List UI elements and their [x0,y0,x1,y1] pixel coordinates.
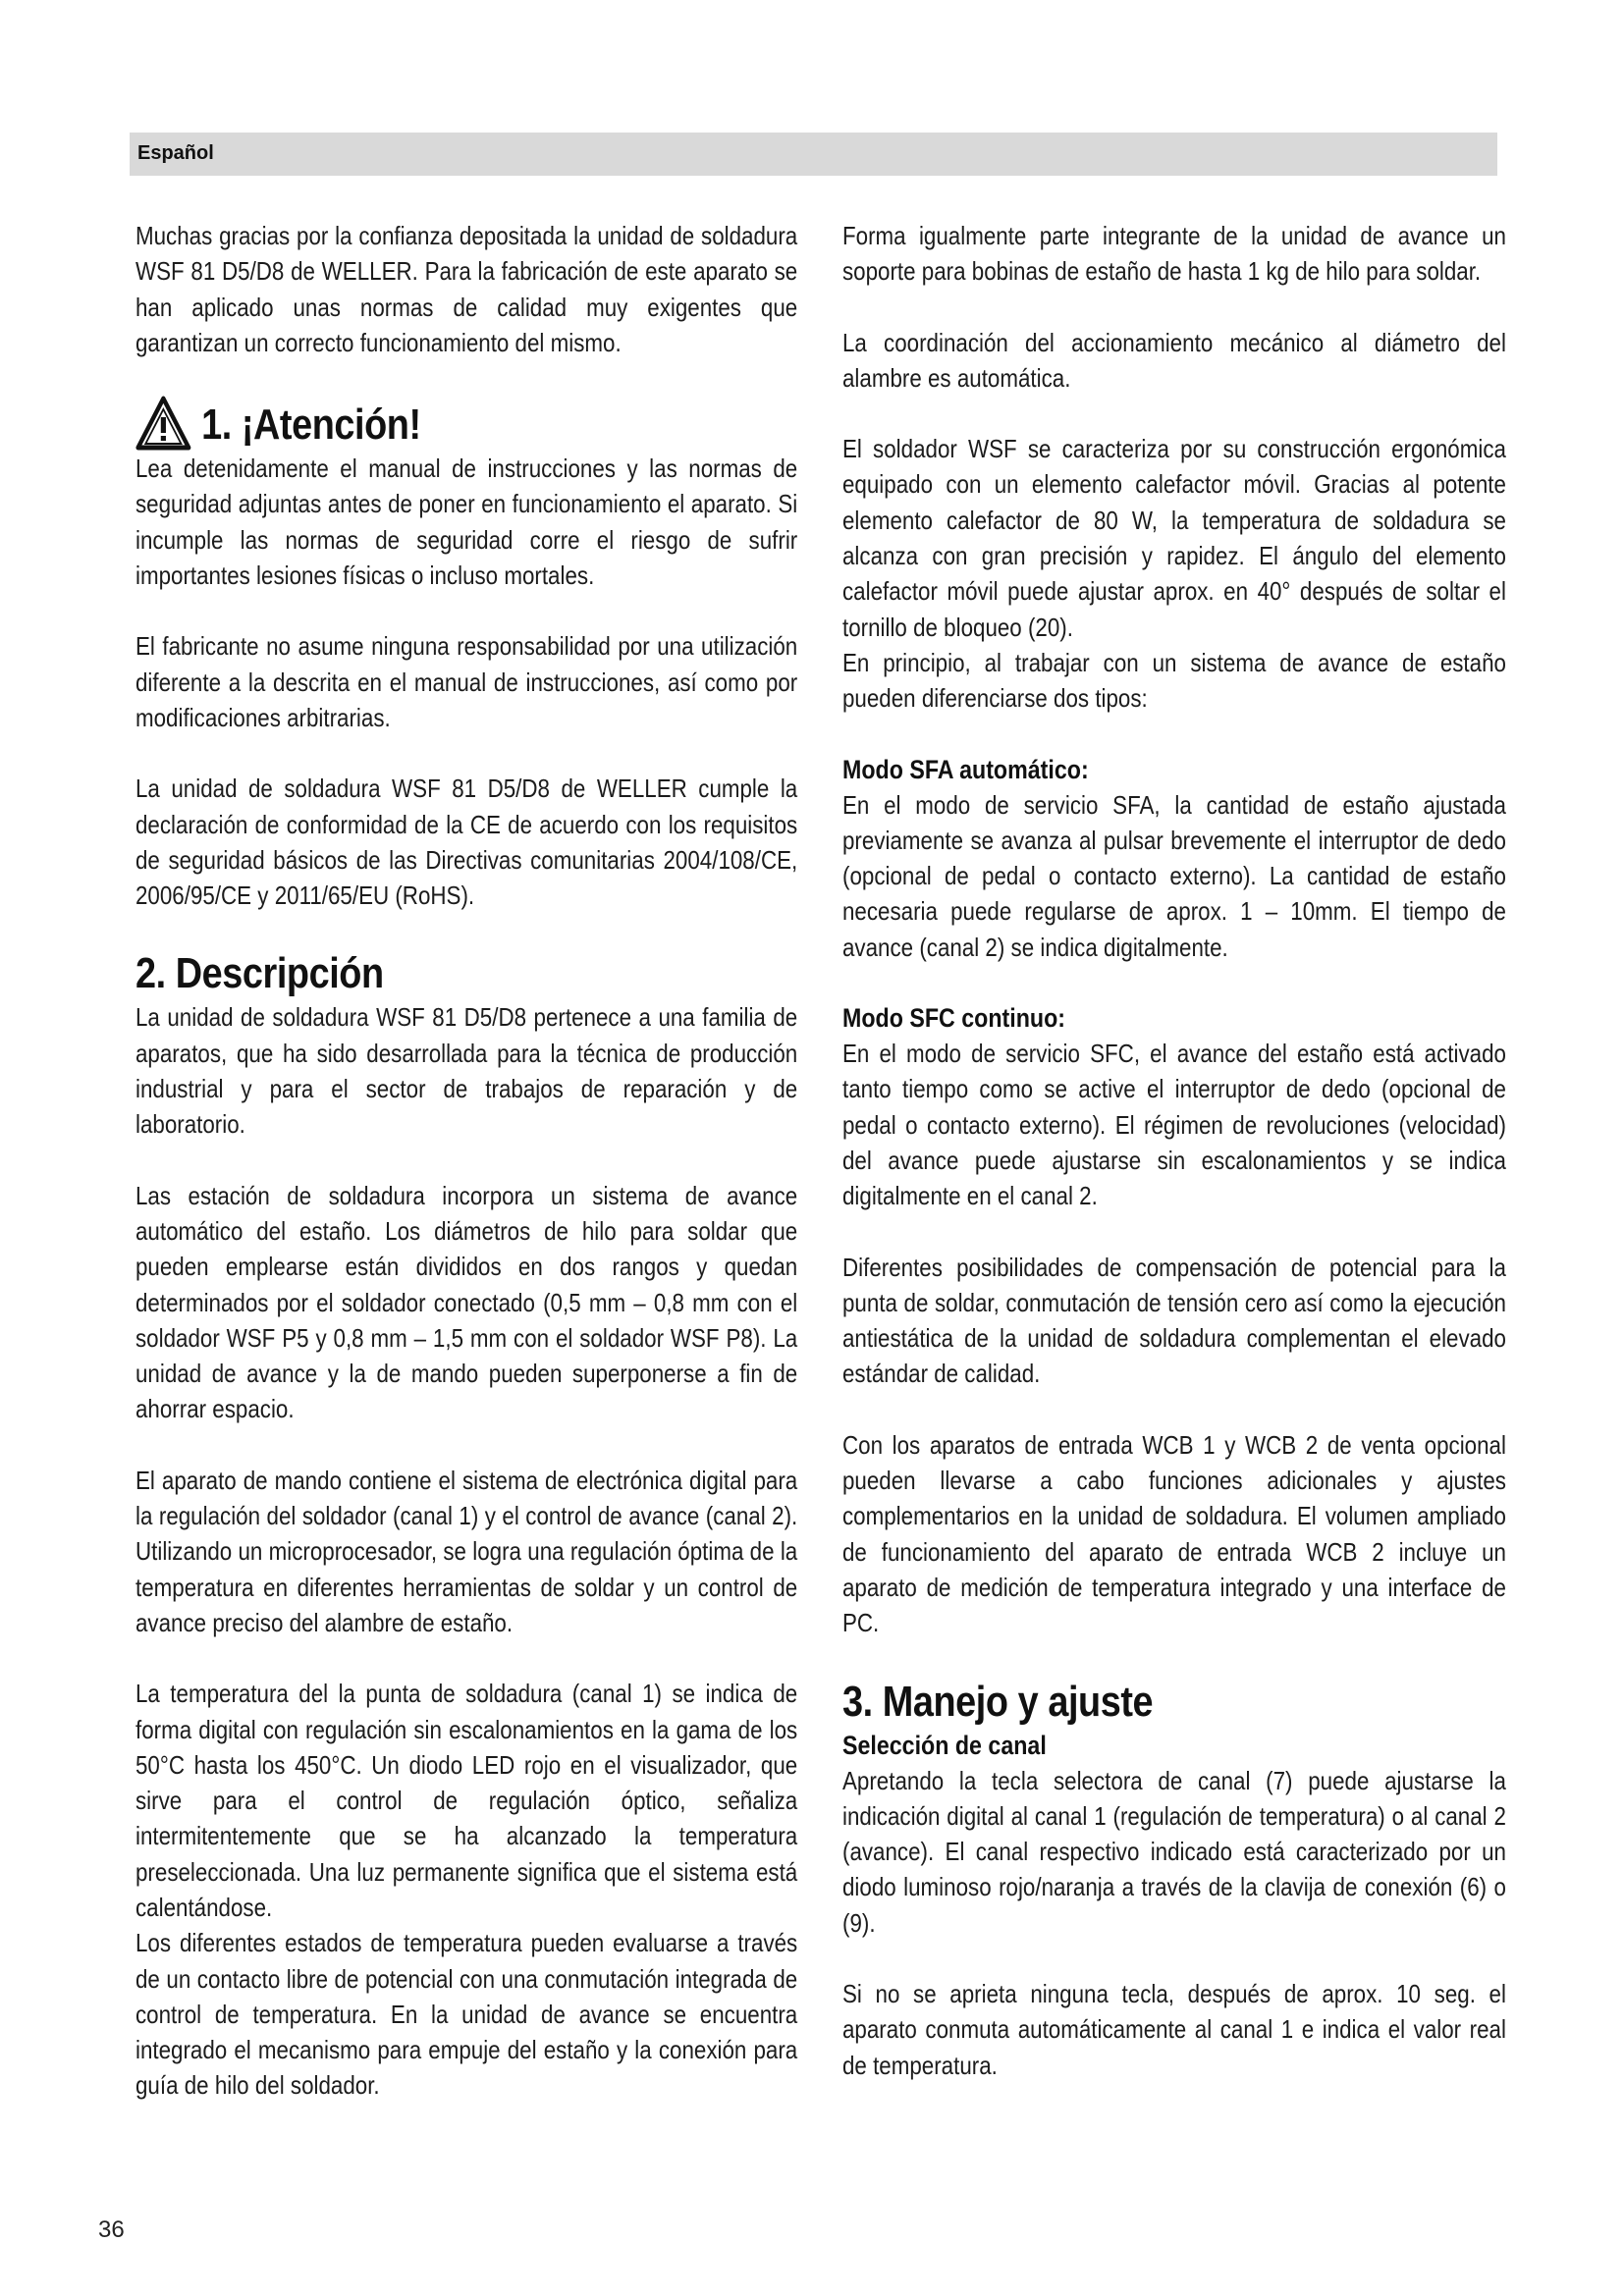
sfa-mode-text: En el modo de servicio SFA, la cantidad de estaño ajustada previamente se avanza al pulsar brevemente el interruptor de dedo (opcional de pedal o contacto externo). La cantidad de estaño necesaria puede regularse de aprox. 1 – 10mm. El tiempo de avance (canal 2) se indica digitalmente. [842,789,1506,962]
section-3-title: 3. Manejo y ajuste [842,1677,1154,1726]
page-number: 36 [98,2216,125,2243]
sfa-mode-title: Modo SFA automático: [842,754,1089,784]
right-paragraph-5: Diferentes posibilidades de compensación de potencial para la punta de soldar, conmutación de tensión cero así como la ejecución antiestática de la unidad de soldadura complementan el elevado estándar de calidad. [842,1252,1506,1389]
section-3-paragraph-1: Apretando la tecla selectora de canal (7) puede ajustarse la indicación digital al canal 1 (regulación de temperatura) o al canal 2 (avance). El canal respectivo indicado está caracterizado por un diodo luminoso rojo/naranja a través de la clavija de conexión (6) o (9). [842,1765,1506,1938]
section-1-paragraph-2: El fabricante no asume ninguna responsabilidad por una utilización diferente a la descrita en el manual de instrucciones, así como por modificaciones arbitrarias. [135,631,798,732]
right-paragraph-6: Con los aparatos de entrada WCB 1 y WCB 2 de venta opcional pueden llevarse a cabo funciones adicionales y ajustes complementarios en la unidad de soldadura. El volumen ampliado de funcionamiento del aparato de entrada WCB 2 incluye un aparato de medición de temperatura integrado y una interface de PC. [842,1429,1506,1638]
channel-selection-subtitle: Selección de canal [842,1730,1047,1760]
right-paragraph-4: En principio, al trabajar con un sistema de avance de estaño pueden diferenciarse dos tipos: [842,647,1506,714]
language-header-bar [130,133,1497,176]
right-column [842,218,1506,2118]
sfc-mode-text: En el modo de servicio SFC, el avance del estaño está activado tanto tiempo como se active el interruptor de dedo (opcional de pedal o contacto externo). El régimen de revoluciones (velocidad) del avance puede ajustarse sin escalonamientos y se indica digitalmente en el canal 2. [842,1039,1506,1211]
warning-triangle-icon [135,396,191,451]
section-1-title: 1. ¡Atención! [201,400,421,450]
section-2-paragraph-5: Los diferentes estados de temperatura pueden evaluarse a través de un contacto libre de potencial con una conmutación integrada de control de temperatura. En la unidad de avance se encuentra integrado el mecanismo para empuje del estaño y la conexión para guía de hilo del soldador. [135,1928,798,2101]
language-label: Español [137,142,214,164]
section-1-heading [135,396,797,451]
section-2-paragraph-1: La unidad de soldadura WSF 81 D5/D8 pertenece a una familia de aparatos, que ha sido desarrollada para la técnica de producción industrial y para el sector de trabajos de reparación y de laboratorio. [135,1002,798,1140]
right-paragraph-3: El soldador WSF se caracteriza por su construcción ergonómica equipado con un elemento calefactor móvil. Gracias al potente elemento calefactor de 80 W, la temperatura de soldadura se alcanza con gran precisión y rapidez. El ángulo del elemento calefactor móvil puede ajustar aprox. en 40° después de soltar el tornillo de bloqueo (20). [842,434,1506,642]
section-1-paragraph-3: La unidad de soldadura WSF 81 D5/D8 de WELLER cumple la declaración de conformidad de la CE de acuerdo con los requisitos de seguridad básicos de las Directivas comunitarias 2004/108/CE, 2006/95/CE y 2011/65/EU (RoHS). [135,774,798,911]
right-paragraph-1: Forma igualmente parte integrante de la unidad de avance un soporte para bobinas de estaño de hasta 1 kg de hilo para soldar. [842,221,1506,287]
sfc-mode-title: Modo SFC continuo: [842,1003,1065,1034]
section-1-paragraph-1: Lea detenidamente el manual de instrucciones y las normas de seguridad adjuntas antes de poner en funcionamiento el aparato. Si incumple las normas de seguridad corre el riesgo de sufrir importantes lesiones físicas o incluso mortales. [135,454,798,591]
intro-paragraph: Muchas gracias por la confianza depositada la unidad de soldadura WSF 81 D5/D8 de WELLER. Para la fabricación de este aparato se han aplicado unas normas de calidad muy exigentes que garantizan un correcto funcionamiento del mismo. [135,221,798,357]
section-2-paragraph-3: El aparato de mando contiene el sistema de electrónica digital para la regulación del soldador (canal 1) y el control de avance (canal 2). Utilizando un microprocesador, se logra una regulación óptima de la temperatura en diferentes herramientas de soldar y un control de avance preciso del alambre de estaño. [135,1465,798,1637]
right-paragraph-2: La coordinación del accionamiento mecánico al diámetro del alambre es automática. [842,327,1506,393]
section-3-paragraph-2: Si no se aprieta ninguna tecla, después de aprox. 10 seg. el aparato conmuta automáticamente al canal 1 e indica el valor real de temperatura. [842,1978,1506,2080]
section-2-paragraph-4: La temperatura del la punta de soldadura (canal 1) se indica de forma digital con regulación sin escalonamientos en la gama de los 50°C hasta los 450°C. Un diodo LED rojo en el visualizador, que sirve para el control de regulación óptico, señaliza intermitentemente que se ha alcanzado la temperatura preseleccionada. Una luz permanente significa que el sistema está calentándose. [135,1679,798,1922]
section-2-paragraph-2: Las estación de soldadura incorpora un sistema de avance automático del estaño. Los diámetros de hilo para soldar que pueden emplearse están divididos en dos rangos y quedan determinados por el soldador conectado (0,5 mm – 0,8 mm con el soldador WSF P5 y 0,8 mm – 1,5 mm con el soldador WSF P8). La unidad de avance y la de mando pueden superponerse a fin de ahorrar espacio. [135,1180,798,1424]
left-column [135,218,797,2104]
section-2-title: 2. Descripción [135,949,384,998]
